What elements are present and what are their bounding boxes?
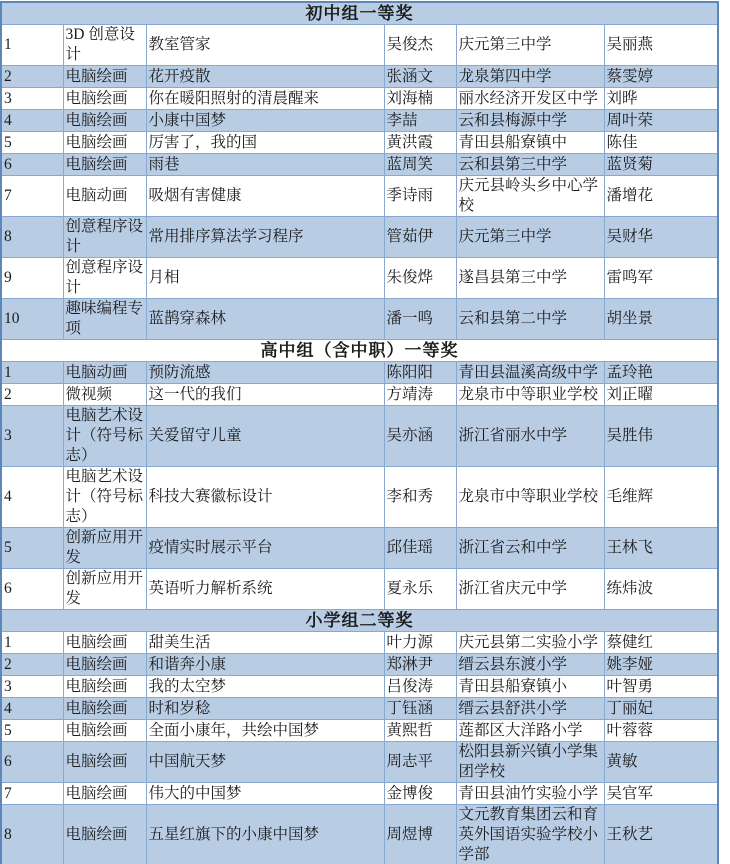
cell-work-title: 中国航天梦 [146, 742, 384, 783]
cell-category: 电脑绘画 [63, 805, 146, 864]
cell-category: 电脑绘画 [63, 720, 146, 742]
cell-work-title: 小康中国梦 [146, 110, 384, 132]
cell-author: 周煜博 [384, 805, 456, 864]
table-row [1, 805, 718, 864]
cell-school: 浙江省丽水中学 [456, 406, 604, 467]
cell-work-title: 关爱留守儿童 [146, 406, 384, 467]
cell-author: 郑淋尹 [384, 654, 456, 676]
cell-number: 3 [1, 406, 63, 467]
cell-school: 庆元县岭头乡中心学校 [456, 176, 604, 217]
cell-school: 云和县第二中学 [456, 299, 604, 340]
cell-work-title: 你在暖阳照射的清晨醒来 [146, 88, 384, 110]
cell-teacher: 叶蓉蓉 [604, 720, 718, 742]
cell-teacher: 吴胜伟 [604, 406, 718, 467]
cell-category: 电脑绘画 [63, 66, 146, 88]
cell-category: 趣味编程专项 [63, 299, 146, 340]
cell-school: 丽水经济开发区中学 [456, 88, 604, 110]
cell-number: 8 [1, 805, 63, 864]
cell-author: 陈阳阳 [384, 362, 456, 384]
cell-number: 3 [1, 88, 63, 110]
cell-teacher: 刘晔 [604, 88, 718, 110]
cell-teacher: 姚李娅 [604, 654, 718, 676]
cell-work-title: 甜美生活 [146, 632, 384, 654]
cell-teacher: 黄敏 [604, 742, 718, 783]
cell-teacher: 吴财华 [604, 217, 718, 258]
table-row [1, 154, 718, 176]
cell-work-title: 英语听力解析系统 [146, 569, 384, 610]
cell-teacher: 叶智勇 [604, 676, 718, 698]
cell-school: 庆元第三中学 [456, 25, 604, 66]
cell-teacher: 王林飞 [604, 528, 718, 569]
cell-work-title: 预防流感 [146, 362, 384, 384]
table-row [1, 698, 718, 720]
cell-number: 1 [1, 25, 63, 66]
section-header-row [1, 340, 718, 362]
cell-work-title: 时和岁稔 [146, 698, 384, 720]
cell-author: 周志平 [384, 742, 456, 783]
cell-number: 10 [1, 299, 63, 340]
cell-category: 创意程序设计 [63, 217, 146, 258]
cell-category: 电脑动画 [63, 176, 146, 217]
table-row [1, 783, 718, 805]
cell-work-title: 教室管家 [146, 25, 384, 66]
cell-number: 5 [1, 720, 63, 742]
section-title: 初中组一等奖 [1, 2, 718, 25]
cell-school: 龙泉市中等职业学校 [456, 384, 604, 406]
cell-author: 季诗雨 [384, 176, 456, 217]
cell-school: 松阳县新兴镇小学集团学校 [456, 742, 604, 783]
table-row [1, 632, 718, 654]
cell-category: 电脑绘画 [63, 632, 146, 654]
cell-work-title: 月相 [146, 258, 384, 299]
table-row [1, 528, 718, 569]
cell-school: 缙云县东渡小学 [456, 654, 604, 676]
cell-work-title: 常用排序算法学习程序 [146, 217, 384, 258]
cell-teacher: 蔡健红 [604, 632, 718, 654]
cell-number: 4 [1, 467, 63, 528]
cell-teacher: 周叶荣 [604, 110, 718, 132]
cell-teacher: 孟玲艳 [604, 362, 718, 384]
cell-category: 电脑绘画 [63, 132, 146, 154]
cell-author: 丁钰涵 [384, 698, 456, 720]
cell-school: 龙泉第四中学 [456, 66, 604, 88]
cell-category: 创新应用开发 [63, 528, 146, 569]
table-row [1, 742, 718, 783]
table-row [1, 258, 718, 299]
cell-category: 电脑绘画 [63, 654, 146, 676]
table-row [1, 176, 718, 217]
cell-author: 黄熙哲 [384, 720, 456, 742]
table-row [1, 720, 718, 742]
cell-teacher: 刘正曜 [604, 384, 718, 406]
table-row [1, 110, 718, 132]
cell-author: 潘一鸣 [384, 299, 456, 340]
table-row [1, 406, 718, 467]
cell-number: 7 [1, 176, 63, 217]
cell-school: 青田县油竹实验小学 [456, 783, 604, 805]
award-table [0, 1, 719, 864]
cell-category: 电脑艺术设计（符号标志） [63, 467, 146, 528]
cell-teacher: 潘增花 [604, 176, 718, 217]
cell-number: 2 [1, 654, 63, 676]
cell-teacher: 毛维辉 [604, 467, 718, 528]
cell-school: 莲都区大洋路小学 [456, 720, 604, 742]
award-table-body [1, 2, 718, 864]
cell-school: 云和县第三中学 [456, 154, 604, 176]
cell-category: 电脑绘画 [63, 698, 146, 720]
cell-number: 4 [1, 110, 63, 132]
cell-teacher: 王秋艺 [604, 805, 718, 864]
cell-teacher: 蔡雯婷 [604, 66, 718, 88]
cell-category: 电脑艺术设计（符号标志） [63, 406, 146, 467]
cell-author: 朱俊烨 [384, 258, 456, 299]
cell-work-title: 厉害了，我的国 [146, 132, 384, 154]
cell-author: 吕俊涛 [384, 676, 456, 698]
cell-author: 李和秀 [384, 467, 456, 528]
cell-author: 刘海楠 [384, 88, 456, 110]
cell-number: 2 [1, 66, 63, 88]
cell-teacher: 陈佳 [604, 132, 718, 154]
cell-number: 1 [1, 632, 63, 654]
table-row [1, 88, 718, 110]
cell-number: 9 [1, 258, 63, 299]
cell-category: 电脑绘画 [63, 110, 146, 132]
cell-category: 电脑绘画 [63, 742, 146, 783]
cell-school: 青田县船寮镇中 [456, 132, 604, 154]
cell-number: 5 [1, 132, 63, 154]
table-row [1, 362, 718, 384]
cell-number: 6 [1, 569, 63, 610]
table-row [1, 654, 718, 676]
cell-author: 方靖涛 [384, 384, 456, 406]
table-row [1, 299, 718, 340]
cell-work-title: 伟大的中国梦 [146, 783, 384, 805]
cell-school: 青田县船寮镇小 [456, 676, 604, 698]
cell-work-title: 这一代的我们 [146, 384, 384, 406]
cell-category: 创新应用开发 [63, 569, 146, 610]
cell-number: 2 [1, 384, 63, 406]
cell-work-title: 科技大赛徽标设计 [146, 467, 384, 528]
table-row [1, 676, 718, 698]
section-header-row [1, 610, 718, 632]
cell-teacher: 蓝贤菊 [604, 154, 718, 176]
table-row [1, 467, 718, 528]
cell-school: 庆元县第二实验小学 [456, 632, 604, 654]
cell-teacher: 吴官军 [604, 783, 718, 805]
table-row [1, 217, 718, 258]
cell-category: 电脑绘画 [63, 783, 146, 805]
cell-author: 吴亦涵 [384, 406, 456, 467]
cell-school: 庆元第三中学 [456, 217, 604, 258]
cell-author: 李喆 [384, 110, 456, 132]
cell-school: 浙江省云和中学 [456, 528, 604, 569]
section-title: 高中组（含中职）一等奖 [1, 340, 718, 362]
cell-school: 缙云县舒洪小学 [456, 698, 604, 720]
cell-author: 蓝周笑 [384, 154, 456, 176]
cell-author: 邱佳瑶 [384, 528, 456, 569]
cell-teacher: 胡坐景 [604, 299, 718, 340]
cell-teacher: 雷鸣军 [604, 258, 718, 299]
table-row [1, 132, 718, 154]
cell-work-title: 蓝鹊穿森林 [146, 299, 384, 340]
cell-category: 电脑绘画 [63, 154, 146, 176]
cell-school: 青田县温溪高级中学 [456, 362, 604, 384]
table-row [1, 66, 718, 88]
section-title: 小学组二等奖 [1, 610, 718, 632]
cell-author: 金博俊 [384, 783, 456, 805]
cell-school: 云和县梅源中学 [456, 110, 604, 132]
cell-teacher: 练炜波 [604, 569, 718, 610]
cell-category: 创意程序设计 [63, 258, 146, 299]
cell-number: 6 [1, 742, 63, 783]
cell-work-title: 和谐奔小康 [146, 654, 384, 676]
cell-author: 夏永乐 [384, 569, 456, 610]
cell-category: 微视频 [63, 384, 146, 406]
cell-category: 电脑动画 [63, 362, 146, 384]
table-row [1, 384, 718, 406]
section-header-row [1, 2, 718, 25]
cell-school: 遂昌县第三中学 [456, 258, 604, 299]
cell-school: 文元教育集团云和育英外国语实验学校小学部 [456, 805, 604, 864]
cell-author: 张涵文 [384, 66, 456, 88]
cell-author: 管茹伊 [384, 217, 456, 258]
table-row [1, 569, 718, 610]
table-row [1, 25, 718, 66]
cell-number: 6 [1, 154, 63, 176]
cell-author: 吴俊杰 [384, 25, 456, 66]
cell-author: 黄洪霞 [384, 132, 456, 154]
cell-teacher: 丁丽妃 [604, 698, 718, 720]
cell-number: 5 [1, 528, 63, 569]
cell-work-title: 五星红旗下的小康中国梦 [146, 805, 384, 864]
cell-author: 叶力源 [384, 632, 456, 654]
cell-number: 3 [1, 676, 63, 698]
cell-number: 4 [1, 698, 63, 720]
cell-school: 浙江省庆元中学 [456, 569, 604, 610]
cell-work-title: 我的太空梦 [146, 676, 384, 698]
cell-work-title: 花开疫散 [146, 66, 384, 88]
cell-work-title: 雨巷 [146, 154, 384, 176]
cell-category: 3D 创意设计 [63, 25, 146, 66]
cell-category: 电脑绘画 [63, 676, 146, 698]
cell-work-title: 全面小康年，共绘中国梦 [146, 720, 384, 742]
cell-work-title: 疫情实时展示平台 [146, 528, 384, 569]
cell-number: 1 [1, 362, 63, 384]
cell-teacher: 吴丽燕 [604, 25, 718, 66]
cell-work-title: 吸烟有害健康 [146, 176, 384, 217]
cell-number: 8 [1, 217, 63, 258]
cell-school: 龙泉市中等职业学校 [456, 467, 604, 528]
cell-category: 电脑绘画 [63, 88, 146, 110]
cell-number: 7 [1, 783, 63, 805]
